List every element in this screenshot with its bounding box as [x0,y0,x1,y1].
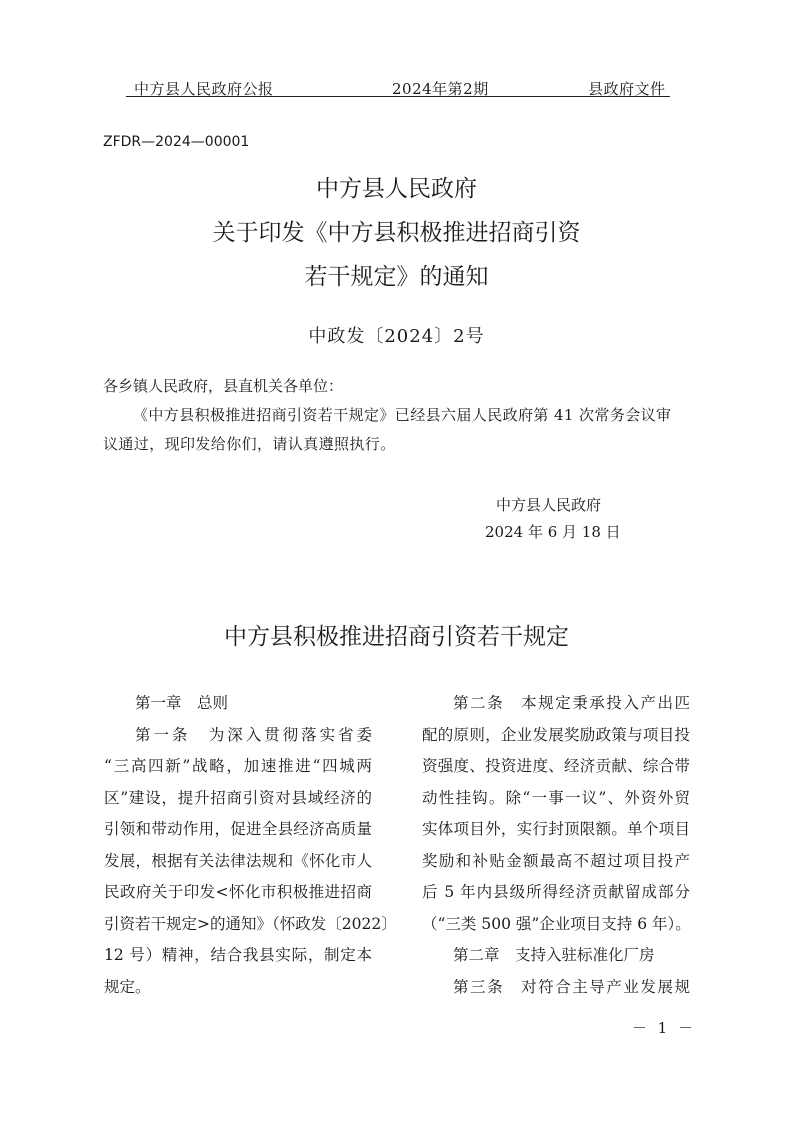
page-number: － 1 － [631,1019,696,1037]
chapter-heading: 第二章 支持入驻标准化厂房 [453,946,655,964]
paragraph-line: 奖励和补贴金额最高不超过项目投产 [422,851,690,870]
paragraph-line: 引资若干规定>的通知》（怀政发〔2022〕 [104,914,397,933]
addressee: 各乡镇人民政府，县直机关各单位： [103,377,344,395]
document-number: ZFDR—2024—00001 [103,134,250,150]
header-category: 县政府文件 [588,80,666,98]
paragraph-line: 实体项目外，实行封顶限额。单个项目 [422,820,690,838]
paragraph-line: 区”建设，提升招商引资对县域经济的 [104,788,372,807]
signature-date: 2024 年 6 月 18 日 [485,523,621,541]
paragraph-line: 第三条 对符合主导产业发展规 [453,977,690,996]
paragraph-line: 后 5 年内县级所得经济贡献留成部分 [422,883,690,901]
right-column [422,688,690,1003]
notice-body-line1: 《中方县积极推进招商引资若干规定》已经县六届人民政府第 41 次常务会议审 [133,406,672,424]
paragraph-line: 规定。 [104,977,151,996]
notice-title-line2: 关于印发《中方县积极推进招商引资 [212,220,581,246]
paragraph-line: （“三类 500 强”企业项目支持 6 年）。 [422,914,691,933]
notice-title-line1: 中方县人民政府 [316,176,477,202]
paragraph-line: 第一条 为深入贯彻落实省委 [135,725,372,744]
signature-org: 中方县人民政府 [496,496,602,514]
chapter-heading: 第一章 总则 [135,694,229,712]
paragraph-line: 第二条 本规定秉承投入产出匹 [453,694,690,712]
header-rule [126,96,670,97]
paragraph-line: 12 号）精神，结合我县实际，制定本 [104,946,372,964]
paragraph-line: 民政府关于印发<怀化市积极推进招商 [104,883,372,901]
paragraph-line: 动性挂钩。除“一事一议”、外资外贸 [422,788,690,807]
paragraph-line: 引领和带动作用，促进全县经济高质量 [104,820,372,838]
paragraph-line: “三高四新”战略，加速推进“四城两 [104,757,372,775]
notice-body-line2: 议通过，现印发给你们，请认真遵照执行。 [103,435,396,453]
issue-number: 中政发〔2024〕2号 [308,326,485,347]
paragraph-line: 发展，根据有关法律法规和《怀化市人 [104,851,372,870]
paragraph-line: 配的原则，企业发展奖励政策与项目投 [422,725,690,744]
left-column [104,688,397,1003]
paragraph-line: 资强度、投资进度、经济贡献、综合带 [422,757,690,775]
header-issue: 2024年第2期 [392,80,489,98]
header-publication: 中方县人民政府公报 [134,80,274,98]
regulation-title: 中方县积极推进招商引资若干规定 [224,624,569,650]
notice-title-line3: 若干规定》的通知 [304,264,489,290]
